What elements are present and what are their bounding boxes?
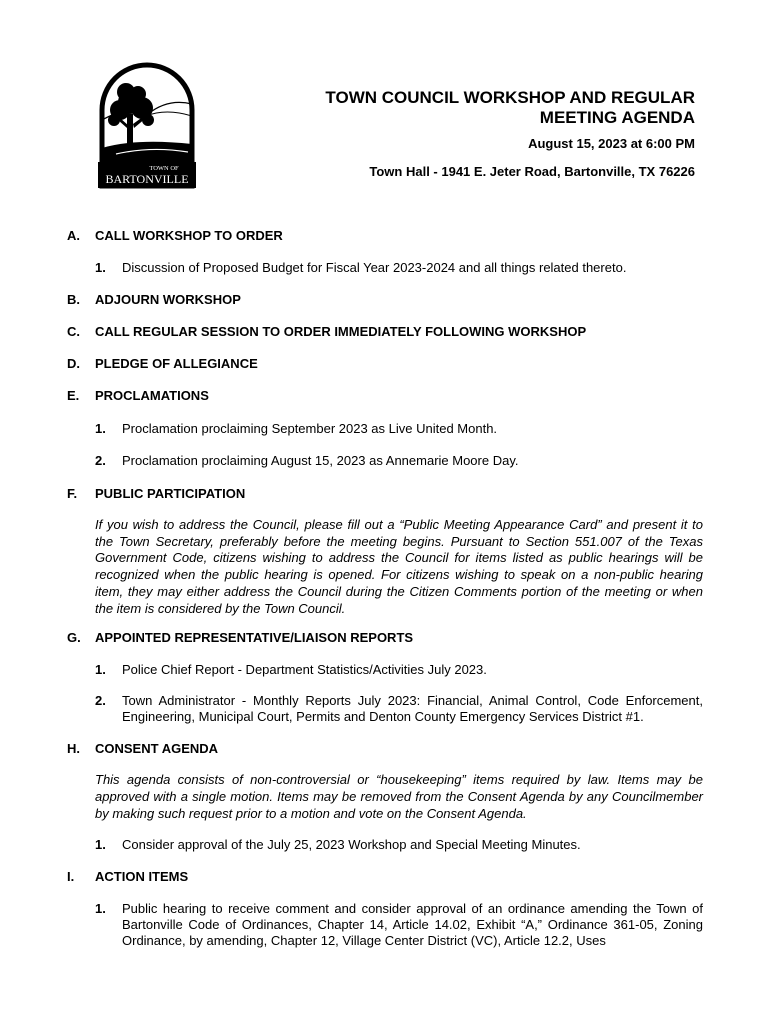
item-number: 1. bbox=[95, 662, 106, 678]
section-g bbox=[67, 630, 703, 725]
section-title: PLEDGE OF ALLEGIANCE bbox=[95, 356, 258, 371]
agenda-item bbox=[95, 901, 703, 949]
section-letter: B. bbox=[67, 292, 80, 307]
item-text: Consider approval of the July 25, 2023 Workshop and Special Meeting Minutes. bbox=[122, 837, 581, 853]
svg-text:BARTONVILLE: BARTONVILLE bbox=[105, 172, 189, 186]
agenda-header bbox=[275, 88, 695, 180]
agenda-title-line-1: TOWN COUNCIL WORKSHOP AND REGULAR bbox=[325, 88, 695, 107]
section-title: CALL WORKSHOP TO ORDER bbox=[95, 228, 283, 243]
town-of-bartonville-logo bbox=[96, 58, 198, 190]
section-title: PROCLAMATIONS bbox=[95, 388, 209, 403]
section-letter: C. bbox=[67, 324, 80, 339]
item-text: Discussion of Proposed Budget for Fiscal Year 2023-2024 and all things related thereto. bbox=[122, 260, 627, 275]
agenda-item bbox=[95, 693, 703, 725]
section-title: CALL REGULAR SESSION TO ORDER IMMEDIATELY FOLLOWING WORKSHOP bbox=[95, 324, 587, 339]
section-title: PUBLIC PARTICIPATION bbox=[95, 486, 246, 501]
item-number: 1. bbox=[95, 421, 106, 436]
item-number: 1. bbox=[95, 260, 106, 275]
item-number: 1. bbox=[95, 901, 106, 917]
section-letter: G. bbox=[67, 630, 81, 646]
meeting-location: Town Hall - 1941 E. Jeter Road, Bartonville, TX 76226 bbox=[369, 164, 695, 179]
section-i bbox=[67, 869, 703, 949]
section-letter: A. bbox=[67, 228, 80, 243]
section-heading bbox=[67, 228, 703, 244]
item-text: Public hearing to receive comment and consider approval of an ordinance amending the Town of Bartonville Code of Ordinances, Chapter 14, Article 14.02, Exhibit “A,” Ordinance 361-05, Zoning Ordinance, by amending, Chapter 12, Village Center District (VC), Article 12.2, Uses bbox=[122, 901, 703, 949]
item-number: 1. bbox=[95, 837, 106, 853]
agenda-item bbox=[95, 421, 703, 437]
public-participation-note: If you wish to address the Council, please fill out a “Public Meeting Appearance Card” and present it to the Town Secretary, preferably before the meeting begins. Pursuant to Section 551.007 of the Texas Government Code, citizens wishing to address the Council for items listed as public hearings will be recognized when the public hearing is opened. For citizens wishing to speak on a non-public hearing item, they may either address the Council during the Citizen Comments portion of the meeting or when the item is considered by the Town Council. bbox=[95, 517, 703, 616]
section-b bbox=[67, 292, 703, 308]
section-d bbox=[67, 356, 703, 372]
section-heading bbox=[67, 486, 703, 502]
agenda-item bbox=[95, 662, 703, 678]
section-letter: D. bbox=[67, 356, 80, 371]
section-heading bbox=[67, 388, 703, 404]
agenda-item bbox=[95, 837, 703, 853]
section-a bbox=[67, 228, 703, 276]
svg-text:TOWN OF: TOWN OF bbox=[149, 165, 179, 172]
section-c bbox=[67, 324, 703, 340]
section-heading bbox=[67, 630, 703, 646]
section-letter: E. bbox=[67, 388, 80, 403]
meeting-date: August 15, 2023 at 6:00 PM bbox=[528, 136, 695, 151]
item-number: 2. bbox=[95, 453, 106, 468]
agenda-body bbox=[67, 228, 703, 949]
agenda-item bbox=[95, 453, 703, 469]
item-text: Proclamation proclaiming August 15, 2023 as Annemarie Moore Day. bbox=[122, 453, 519, 468]
section-heading bbox=[67, 324, 703, 340]
section-heading bbox=[67, 292, 703, 308]
section-title: CONSENT AGENDA bbox=[95, 741, 219, 757]
section-h bbox=[67, 741, 703, 853]
agenda-item bbox=[95, 260, 703, 276]
section-letter: I. bbox=[67, 869, 75, 885]
consent-agenda-note: This agenda consists of non-controversial or “housekeeping” items required by law. Items may be approved with a single motion. Items may be removed from the Consent Agenda by any Councilmember by making such request prior to a motion and vote on the Consent Agenda. bbox=[95, 772, 703, 821]
section-f bbox=[67, 486, 703, 617]
section-letter: H. bbox=[67, 741, 80, 757]
item-text: Police Chief Report - Department Statistics/Activities July 2023. bbox=[122, 662, 487, 678]
section-title: APPOINTED REPRESENTATIVE/LIAISON REPORTS bbox=[95, 630, 414, 646]
item-text: Proclamation proclaiming September 2023 as Live United Month. bbox=[122, 421, 498, 436]
item-number: 2. bbox=[95, 693, 106, 709]
section-title: ACTION ITEMS bbox=[95, 869, 189, 885]
section-heading bbox=[67, 741, 703, 757]
section-heading bbox=[67, 869, 703, 885]
agenda-title-line-2: MEETING AGENDA bbox=[539, 108, 695, 127]
section-heading bbox=[67, 356, 703, 372]
section-letter: F. bbox=[67, 486, 78, 501]
section-title: ADJOURN WORKSHOP bbox=[95, 292, 241, 307]
section-e bbox=[67, 388, 703, 469]
item-text: Town Administrator - Monthly Reports July 2023: Financial, Animal Control, Code Enforcement, Engineering, Municipal Court, Permits and Denton County Emergency Services District #1. bbox=[122, 693, 703, 725]
